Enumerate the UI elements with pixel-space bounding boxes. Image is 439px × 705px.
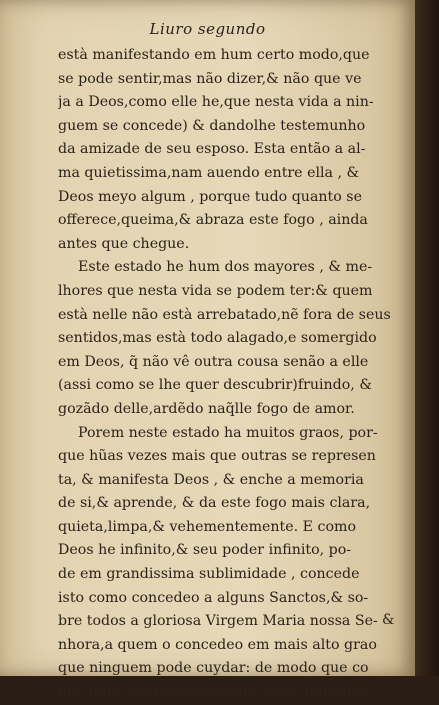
text-line: Deos meyo algum , porque tudo quanto se <box>58 188 362 205</box>
text-line: de em grandissima sublimidade , concede <box>58 566 360 583</box>
text-line: Este estado he hum dos mayores , & me- <box>78 259 373 276</box>
text-line: quieta,limpa,& vehementemente. E como <box>58 518 357 535</box>
text-line: lhores que nesta vida se podem ter:& quem <box>58 282 373 299</box>
text-line: bre todos a gloriosa Virgem Maria nossa Se- <box>58 613 378 630</box>
text-line: offerece,queima,& abraza este fogo , ainda <box>58 212 368 229</box>
text-line: de si,& aprende, & da este fogo mais clara, <box>58 495 371 512</box>
book-gutter <box>415 0 439 676</box>
text-line: que hũas vezes mais que outras se represen <box>58 448 376 465</box>
text-line: està manifestando em hum certo modo,que <box>58 47 370 63</box>
text-line: (assi como se lhe quer descubrir)fruindo, & <box>58 377 372 394</box>
text-line: nhora,a quem o concedeo em mais alto grao <box>58 636 377 653</box>
text-line: mo algũs doctores emquãto viueo dormindo <box>58 684 374 701</box>
text-line: gozãdo delle,ardẽdo naq̃lle fogo de amor. <box>58 400 355 417</box>
text-line: guem se concede) & dandolhe testemunho <box>58 117 366 134</box>
text-line: està nelle não està arrebatado,nẽ fora de seus <box>58 306 391 323</box>
catchword: & <box>382 612 395 628</box>
text-line: que ninguem pode cuydar: de modo que co <box>58 660 369 677</box>
text-line: em Deos, q̃ não vê outra cousa senão a elle <box>58 353 369 370</box>
text-line: Porem neste estado ha muitos graos, por- <box>78 424 378 441</box>
text-block <box>58 44 403 705</box>
text-line: Deos he infinito,& seu poder infinito, po- <box>58 542 352 559</box>
text-line: isto como concedeo a alguns Sanctos,& so- <box>58 589 369 606</box>
text-line: sentidos,mas està todo alagado,e somergido <box>58 330 377 347</box>
text-line: ja a Deos,como elle he,que nesta vida a nin- <box>58 94 374 111</box>
text-line: se pode sentir,mas não dizer,& não que ve <box>58 70 362 87</box>
text-line: ta, & manifesta Deos , & enche a memoria <box>58 471 364 488</box>
text-line: antes que chegue. <box>58 235 190 252</box>
text-line: ma quietissima,nam auendo entre ella , & <box>58 164 360 181</box>
text-line: da amizade de seu esposo. Esta então a al- <box>58 141 366 158</box>
running-head: Liuro segundo <box>149 20 266 38</box>
